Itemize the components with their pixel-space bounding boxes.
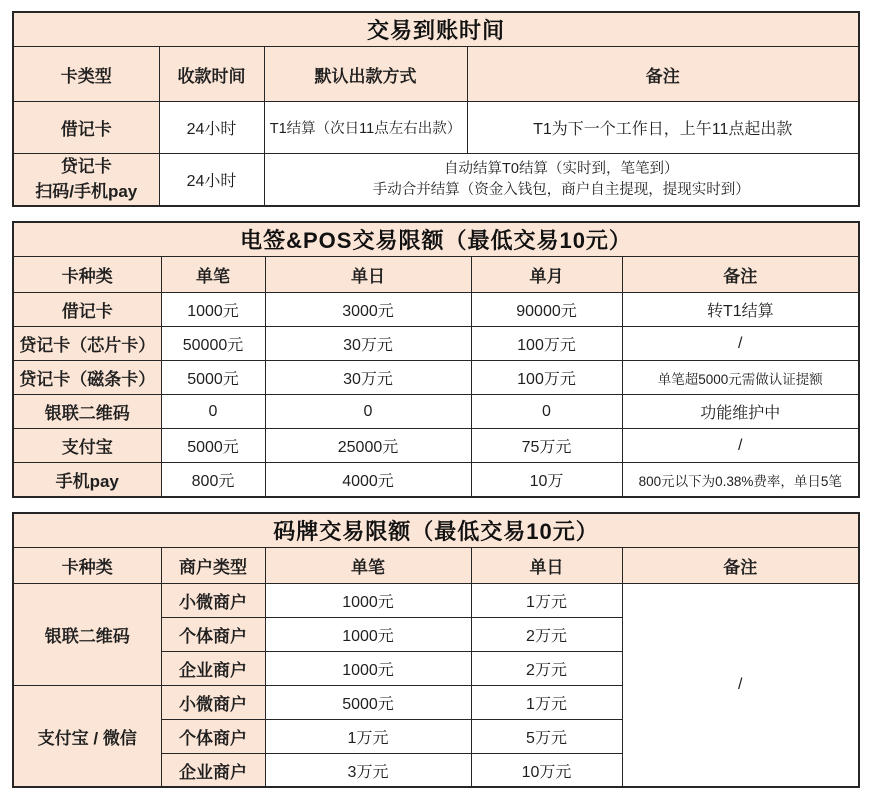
cell-per-transaction: 1000元 — [161, 293, 265, 327]
row-label-line1: 贷记卡 — [60, 157, 112, 176]
cell-per-month: 0 — [471, 395, 622, 429]
row-label-credit-chip-card: 贷记卡（芯片卡） — [13, 327, 161, 361]
cell-per-day: 0 — [265, 395, 471, 429]
table-row — [13, 257, 859, 293]
cell-payout-method: T1结算（次日11点左右出款） — [264, 102, 467, 154]
group-label-alipay-wechat: 支付宝 / 微信 — [13, 685, 161, 787]
cell-per-transaction: 5000元 — [265, 685, 471, 719]
row-label-unionpay-qr: 银联二维码 — [13, 395, 161, 429]
cell-remark: / — [622, 429, 859, 463]
column-header-per-day: 单日 — [471, 547, 622, 583]
table-row — [13, 12, 859, 47]
row-label-alipay: 支付宝 — [13, 429, 161, 463]
column-header-remark: 备注 — [622, 547, 859, 583]
cell-per-day: 2万元 — [471, 617, 622, 651]
table-row — [13, 583, 859, 617]
table-row — [13, 293, 859, 327]
table-row — [13, 395, 859, 429]
spacer — [12, 207, 858, 221]
cell-per-day: 1万元 — [471, 583, 622, 617]
cell-per-day: 10万元 — [471, 753, 622, 787]
cell-per-transaction: 5000元 — [161, 429, 265, 463]
settlement-line2: 手动合并结算（资金入钱包，商户自主提现，提现实时到） — [372, 181, 750, 198]
cell-remark: 转T1结算 — [622, 293, 859, 327]
cell-per-transaction: 1000元 — [265, 617, 471, 651]
cell-per-day: 2万元 — [471, 651, 622, 685]
cell-per-month: 100万元 — [471, 361, 622, 395]
table-row — [13, 102, 859, 154]
cell-per-transaction: 0 — [161, 395, 265, 429]
cell-per-transaction: 5000元 — [161, 361, 265, 395]
cell-per-day: 30万元 — [265, 361, 471, 395]
table-pos-limits-title: 电签&POS交易限额（最低交易10元） — [13, 222, 859, 257]
table-transfer-time — [12, 11, 860, 207]
row-label-debit-card: 借记卡 — [13, 293, 161, 327]
cell-per-month: 90000元 — [471, 293, 622, 327]
cell-per-transaction: 1000元 — [265, 651, 471, 685]
column-header-card-kind: 卡种类 — [13, 257, 161, 293]
table-row — [13, 361, 859, 395]
column-header-card-type: 卡类型 — [13, 47, 159, 102]
table-row — [13, 463, 859, 497]
cell-per-day: 4000元 — [265, 463, 471, 497]
table-row — [13, 222, 859, 257]
cell-remark: 功能维护中 — [622, 395, 859, 429]
cell-merchant-type: 个体商户 — [161, 719, 265, 753]
table-qr-plate-limits-title: 码牌交易限额（最低交易10元） — [13, 513, 859, 548]
group-label-unionpay-qr: 银联二维码 — [13, 583, 161, 685]
cell-per-day: 30万元 — [265, 327, 471, 361]
table-row — [13, 547, 859, 583]
cell-per-transaction: 50000元 — [161, 327, 265, 361]
cell-remark: 800元以下为0.38%费率，单日5笔 — [622, 463, 859, 497]
cell-per-month: 75万元 — [471, 429, 622, 463]
spacer — [12, 498, 858, 512]
cell-settlement-merged — [264, 154, 859, 207]
cell-per-day: 3000元 — [265, 293, 471, 327]
cell-merchant-type: 小微商户 — [161, 685, 265, 719]
row-label-debit-card: 借记卡 — [13, 102, 159, 154]
cell-merchant-type: 小微商户 — [161, 583, 265, 617]
table-qr-plate-limits — [12, 512, 860, 789]
cell-per-transaction: 1000元 — [265, 583, 471, 617]
cell-remark: T1为下一个工作日，上午11点起出款 — [467, 102, 859, 154]
table-row — [13, 154, 859, 207]
column-header-receive-time: 收款时间 — [159, 47, 264, 102]
row-label-line2: 扫码/手机pay — [35, 181, 138, 201]
cell-remark: / — [622, 327, 859, 361]
cell-remark: 单笔超5000元需做认证提额 — [622, 361, 859, 395]
column-header-card-kind: 卡种类 — [13, 547, 161, 583]
cell-per-day: 1万元 — [471, 685, 622, 719]
column-header-per-day: 单日 — [265, 257, 471, 293]
column-header-per-transaction: 单笔 — [265, 547, 471, 583]
cell-per-transaction: 1万元 — [265, 719, 471, 753]
table-row — [13, 429, 859, 463]
cell-per-transaction: 800元 — [161, 463, 265, 497]
cell-per-day: 5万元 — [471, 719, 622, 753]
cell-per-month: 100万元 — [471, 327, 622, 361]
cell-per-transaction: 3万元 — [265, 753, 471, 787]
row-label-mobile-pay: 手机pay — [13, 463, 161, 497]
cell-merchant-type: 企业商户 — [161, 651, 265, 685]
row-label-credit-card — [13, 154, 159, 207]
table-pos-limits — [12, 221, 860, 498]
cell-merchant-type: 个体商户 — [161, 617, 265, 651]
column-header-remark: 备注 — [467, 47, 859, 102]
cell-per-month: 10万 — [471, 463, 622, 497]
table-row — [13, 47, 859, 102]
cell-receive-time: 24小时 — [159, 102, 264, 154]
cell-merchant-type: 企业商户 — [161, 753, 265, 787]
column-header-payout-method: 默认出款方式 — [264, 47, 467, 102]
settlement-line1: 自动结算T0结算（实时到，笔笔到） — [444, 160, 679, 177]
table-transfer-time-title: 交易到账时间 — [13, 12, 859, 47]
cell-remark-merged: / — [622, 583, 859, 787]
table-row — [13, 513, 859, 548]
column-header-remark: 备注 — [622, 257, 859, 293]
cell-per-day: 25000元 — [265, 429, 471, 463]
column-header-merchant-type: 商户类型 — [161, 547, 265, 583]
row-label-credit-magstripe-card: 贷记卡（磁条卡） — [13, 361, 161, 395]
column-header-per-transaction: 单笔 — [161, 257, 265, 293]
cell-receive-time: 24小时 — [159, 154, 264, 207]
column-header-per-month: 单月 — [471, 257, 622, 293]
table-row — [13, 327, 859, 361]
